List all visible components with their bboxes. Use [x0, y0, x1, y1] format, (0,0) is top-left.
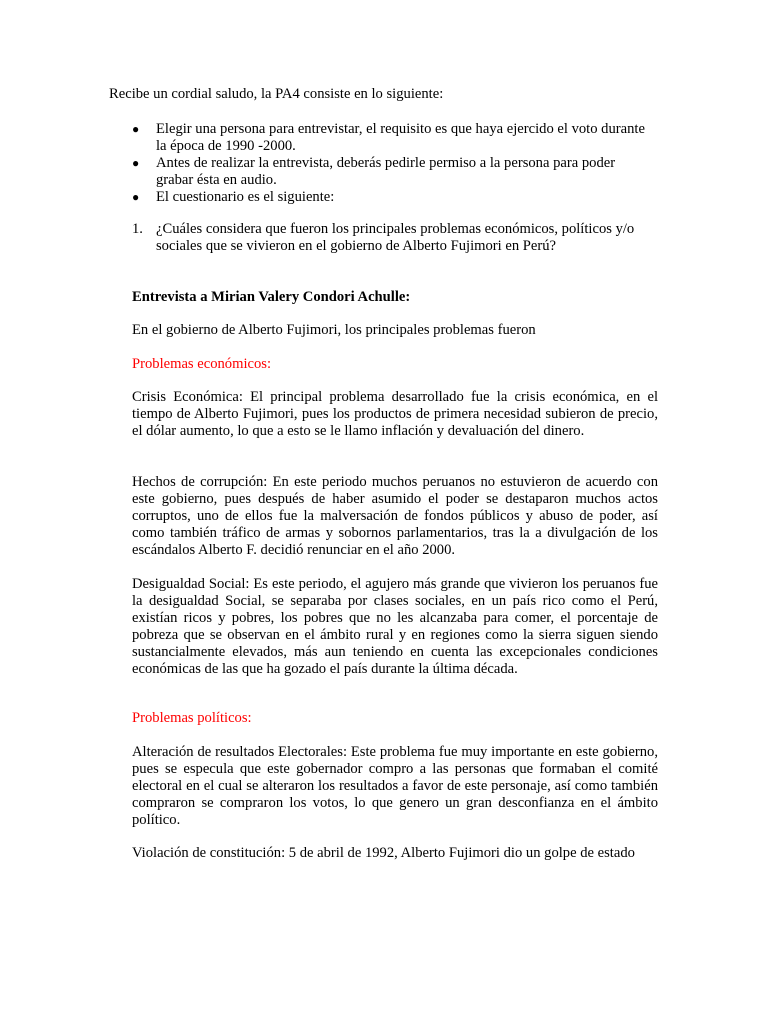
instruction-text: El cuestionario es el siguiente: [156, 189, 335, 205]
social-inequality-paragraph: Desigualdad Social: Es este periodo, el agujero más grande que vivieron los peruanos fue la desigualdad Social, se separaba por clases sociales, en un país rico como el Perú, existían ricos y pobres, los pobres que no les alcanzaba para comer, el porcentaje de pobreza que se observan en el ámbito rural y en regiones como la sierra siguen siendo sustancialmente elevados, más aun teniendo en cuenta las excepcionales condiciones económicas de las que ha gozado el país durante la última década. [132, 576, 658, 677]
question-number: 1. [132, 221, 143, 237]
interview-heading: Entrevista a Mirian Valery Condori Achulle: [132, 289, 411, 305]
instruction-item [132, 155, 652, 189]
instruction-text: Antes de realizar la entrevista, deberás pedirle permiso a la persona para poder grabar ésta en audio. [156, 155, 616, 188]
question-item [132, 221, 652, 255]
economic-crisis-paragraph: Crisis Económica: El principal problema desarrollado fue la crisis económica, en el tiempo de Alberto Fujimori, pues los productos de primera necesidad subieron de precio, el dólar aumento, lo que a esto se le llamo inflación y devaluación del dinero. [132, 389, 658, 439]
corruption-paragraph: Hechos de corrupción: En este periodo muchos peruanos no estuvieron de acuerdo con este gobierno, pues después de haber asumido el poder se destaparon muchos actos corruptos, uno de ellos fue la malversación de fondos públicos y abuso de poder, así como también tráfico de armas y sobornos parlamentarios, tras la a divulgación de los escándalos Alberto F. decidió renunciar en el año 2000. [132, 474, 658, 558]
bullet-dot-icon: ● [132, 156, 140, 170]
instruction-text: Elegir una persona para entrevistar, el requisito es que haya ejercido el voto durante la época de 1990 -2000. [156, 121, 645, 154]
question-text: ¿Cuáles considera que fueron los principales problemas económicos, políticos y/o sociales que se vivieron en el gobierno de Alberto Fujimori en Perú? [156, 221, 635, 254]
instruction-item [132, 189, 652, 206]
political-problems-heading: Problemas políticos: [132, 710, 252, 726]
bullet-dot-icon: ● [132, 122, 140, 136]
electoral-alteration-paragraph: Alteración de resultados Electorales: Este problema fue muy importante en este gobierno, pues se especula que este gobernador compro a las personas que formaban el comité electoral en el cual se alteraron los resultados a favor de este personaje, así como también compraron se compraron los votos, lo que genero un gran desconfianza en el ámbito político. [132, 744, 658, 828]
interview-intro: En el gobierno de Alberto Fujimori, los principales problemas fueron [132, 322, 536, 338]
economic-problems-heading: Problemas económicos: [132, 356, 272, 372]
greeting-text: Recibe un cordial saludo, la PA4 consiste en lo siguiente: [109, 86, 444, 102]
instruction-item [132, 121, 652, 155]
constitution-violation-paragraph: Violación de constitución: 5 de abril de 1992, Alberto Fujimori dio un golpe de estado [132, 845, 635, 861]
bullet-dot-icon: ● [132, 190, 140, 204]
instructions-list [132, 121, 652, 206]
